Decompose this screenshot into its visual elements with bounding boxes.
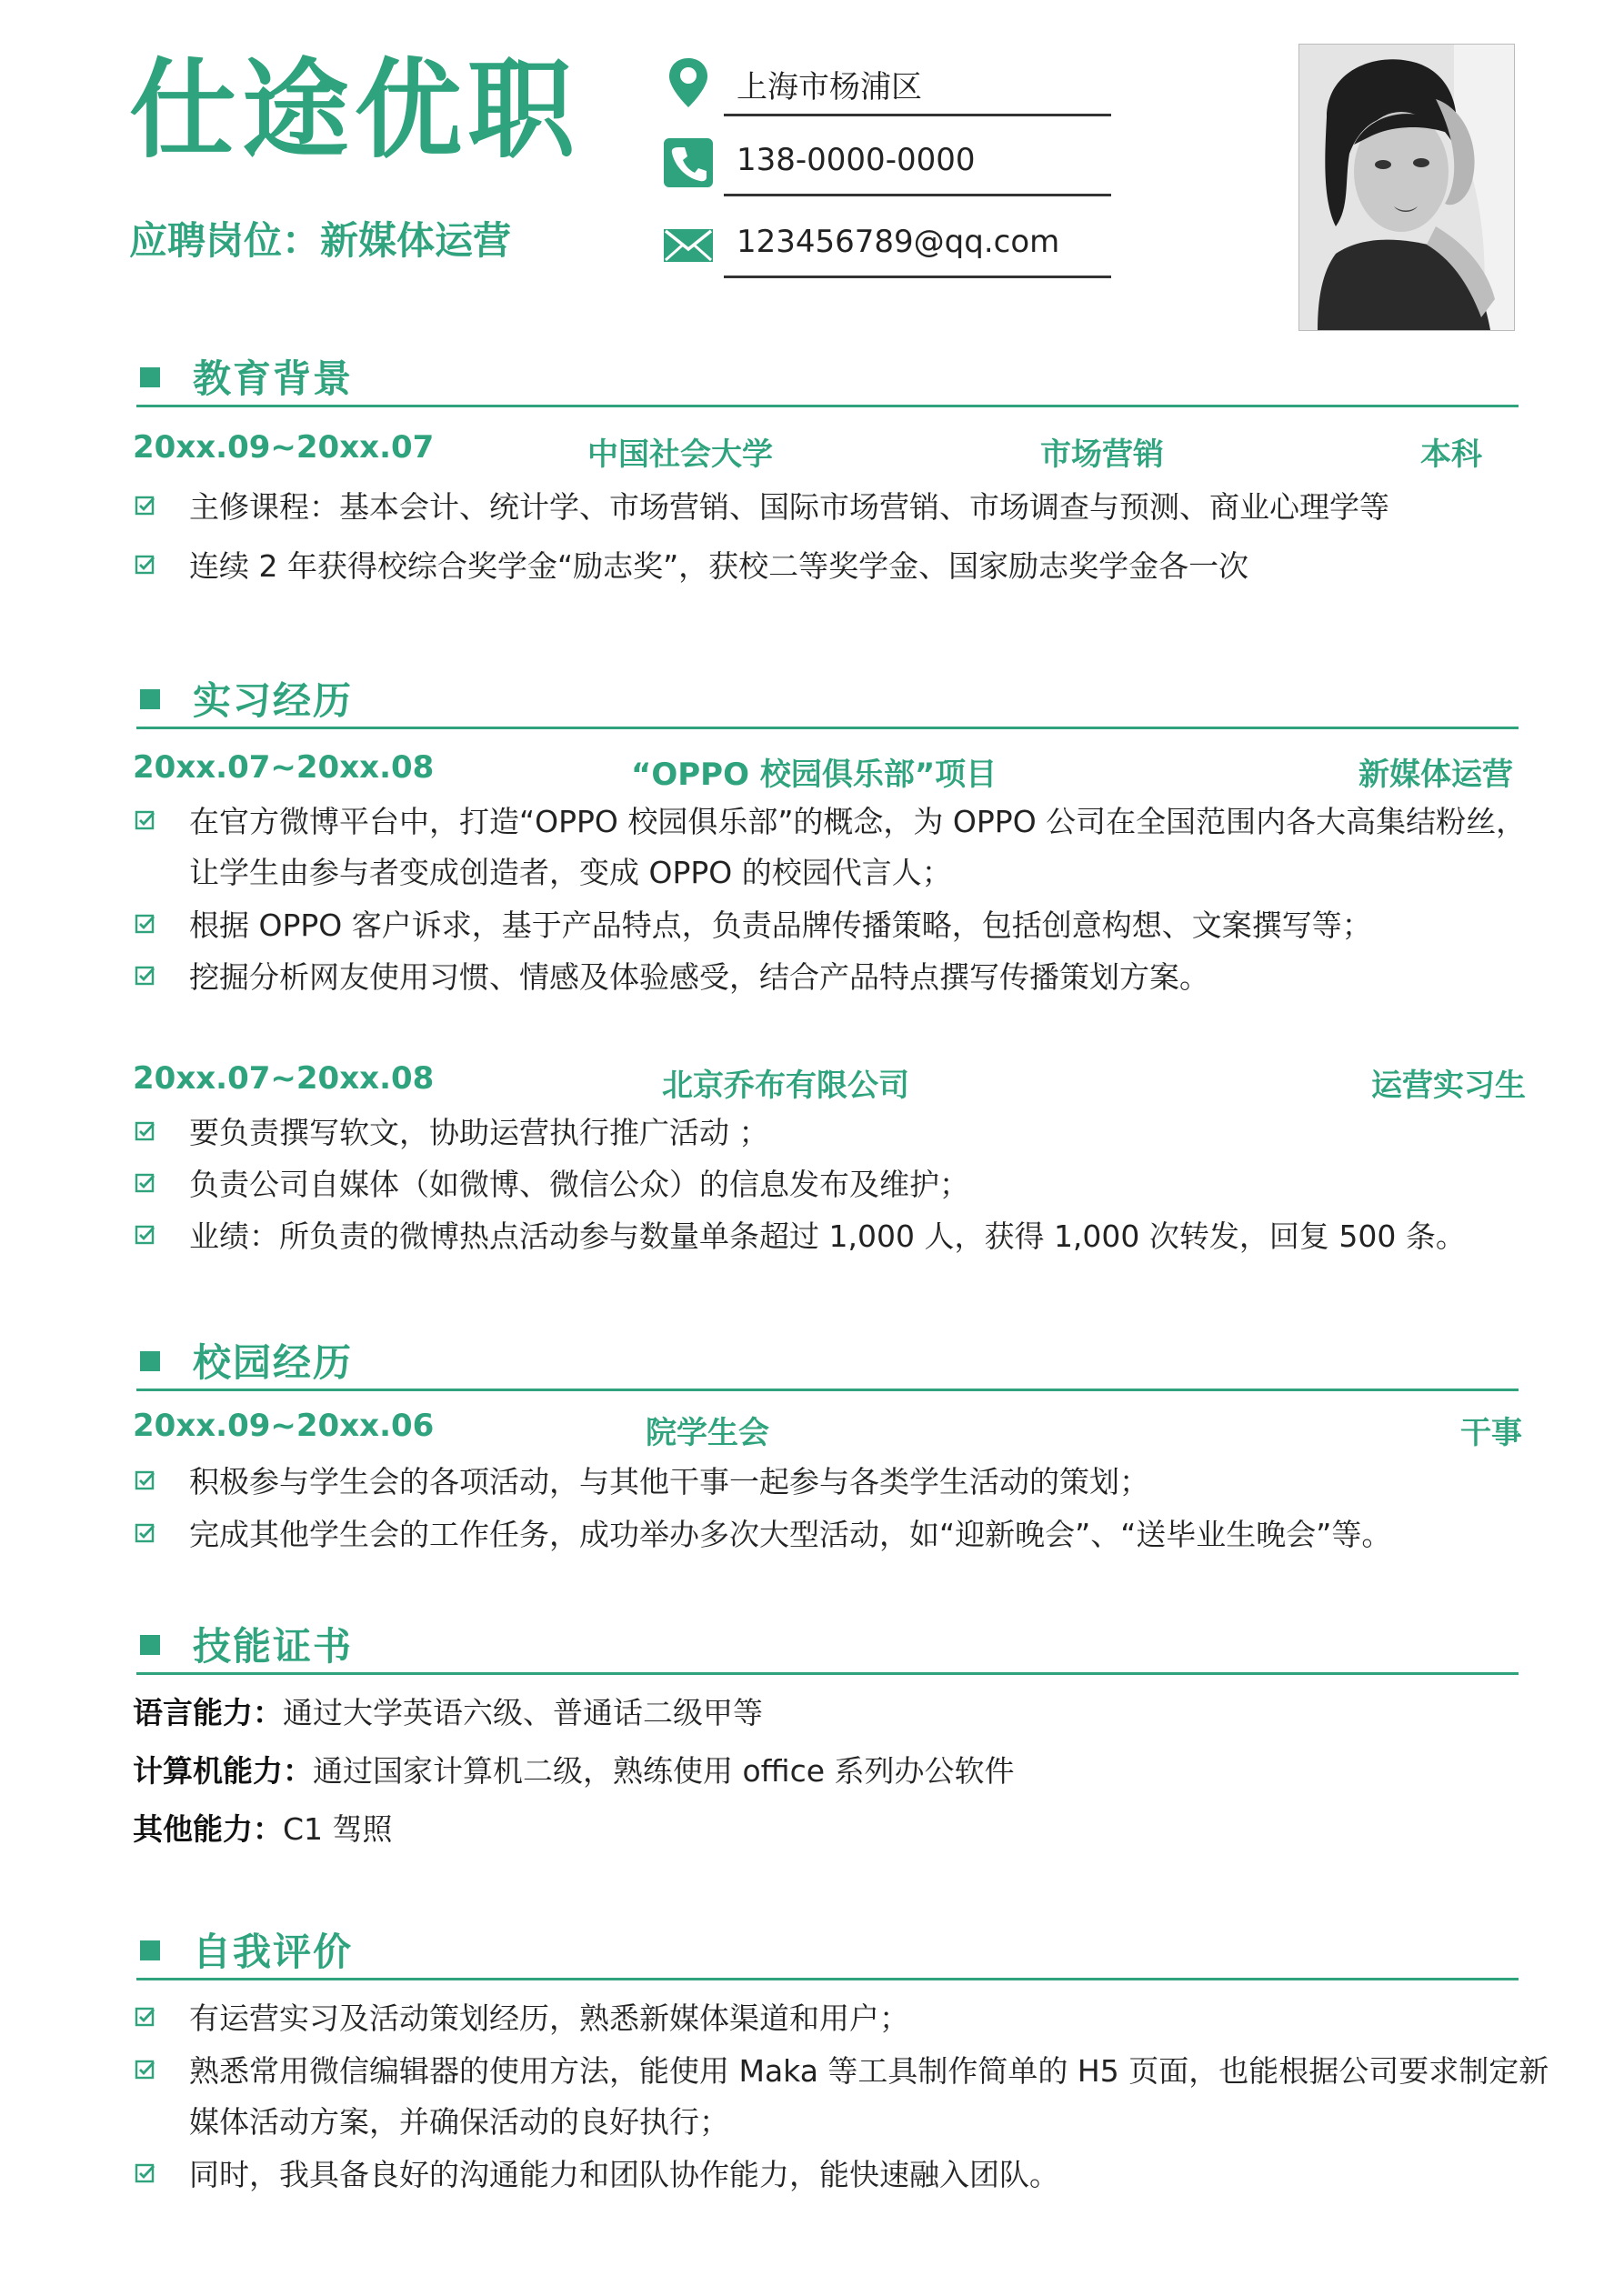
campus-date: 20xx.09~20xx.06 [133, 1408, 435, 1444]
checkbox-checked-icon [135, 1469, 156, 1491]
section-self-eval-header [136, 1922, 1519, 1980]
internship-date: 20xx.07~20xx.08 [133, 749, 435, 786]
education-school: 中国社会大学 [587, 436, 773, 473]
checkbox-checked-icon [135, 2162, 156, 2184]
section-skills-title: 技能证书 [193, 1624, 354, 1669]
section-marker-icon [140, 1351, 160, 1371]
email-text: 123456789@qq.com [737, 224, 1060, 260]
education-summary-row [133, 429, 1524, 473]
portrait-image [1299, 45, 1514, 330]
list-item: 熟悉常用微信编辑器的使用方法，能使用 Maka 等工具制作简单的 H5 页面，也能根据公司要求制定新媒体活动方案，并确保活动的良好执行； [135, 2046, 1553, 2148]
section-marker-icon [140, 367, 160, 387]
skill-value: 通过国家计算机二级，熟练使用 office 系列办公软件 [313, 1753, 1015, 1789]
checkbox-checked-icon [135, 2059, 156, 2080]
candidate-name: 仕途优职 [129, 47, 581, 173]
list-item: 主修课程：基本会计、统计学、市场营销、国际市场营销、市场调查与预测、商业心理学等 [135, 482, 1553, 533]
checkbox-checked-icon [135, 1120, 156, 1142]
checkbox-checked-icon [135, 1224, 156, 1246]
applied-position [129, 211, 511, 266]
checkbox-checked-icon [135, 554, 156, 576]
list-item: 积极参与学生会的各项活动，与其他干事一起参与各类学生活动的策划； [135, 1457, 1553, 1508]
section-divider [136, 1672, 1519, 1675]
checkbox-checked-icon [135, 913, 156, 935]
internship-org: 北京乔布有限公司 [662, 1068, 909, 1104]
skill-label: 计算机能力： [133, 1753, 313, 1789]
section-marker-icon [140, 1940, 160, 1960]
campus-summary-row [133, 1408, 1524, 1451]
campus-org: 院学生会 [646, 1415, 769, 1451]
checkbox-checked-icon [135, 2006, 156, 2028]
list-item: 业绩：所负责的微博热点活动参与数量单条超过 1,000 人，获得 1,000 次转发，回复 500 条。 [135, 1211, 1553, 1262]
internship-role: 新媒体运营 [1358, 757, 1513, 793]
section-self-eval-title: 自我评价 [193, 1930, 354, 1974]
checkbox-checked-icon [135, 1522, 156, 1544]
section-divider [136, 1389, 1519, 1391]
mail-envelope-icon [662, 218, 715, 271]
list-item: 有运营实习及活动策划经历，熟悉新媒体渠道和用户； [135, 1993, 1553, 2044]
skill-value: 通过大学英语六级、普通话二级甲等 [283, 1695, 763, 1730]
section-marker-icon [140, 689, 160, 709]
section-campus-header [136, 1333, 1519, 1391]
contact-underline [724, 194, 1111, 196]
list-item: 要负责撰写软文，协助运营执行推广活动 ； [135, 1108, 1553, 1158]
section-education-header [136, 349, 1519, 407]
list-item: 完成其他学生会的工作任务，成功举办多次大型活动，如“迎新晚会”、“送毕业生晚会”等。 [135, 1509, 1553, 1560]
phone-text: 138-0000-0000 [737, 142, 976, 178]
skill-label: 其他能力： [133, 1811, 283, 1847]
skill-row-language [133, 1689, 763, 1732]
section-marker-icon [140, 1635, 160, 1655]
checkbox-checked-icon [135, 1172, 156, 1194]
section-divider [136, 405, 1519, 407]
education-major: 市场营销 [1040, 436, 1164, 473]
list-item: 负责公司自媒体（如微博、微信公众）的信息发布及维护； [135, 1159, 1553, 1210]
skill-label: 语言能力： [133, 1695, 283, 1730]
section-internship-title: 实习经历 [193, 678, 354, 723]
skill-row-computer [133, 1748, 1015, 1790]
campus-role: 干事 [1460, 1415, 1522, 1451]
profile-photo [1298, 44, 1515, 331]
section-education-title: 教育背景 [193, 356, 354, 401]
phone-icon [662, 136, 715, 189]
checkbox-checked-icon [135, 495, 156, 516]
position-value: 新媒体运营 [320, 218, 512, 263]
internship-org: “OPPO 校园俱乐部”项目 [631, 757, 997, 793]
list-item: 根据 OPPO 客户诉求，基于产品特点，负责品牌传播策略，包括创意构想、文案撰写等； [135, 900, 1553, 951]
checkbox-checked-icon [135, 965, 156, 987]
education-degree: 本科 [1420, 436, 1482, 473]
skill-row-other [133, 1806, 393, 1849]
contact-phone [662, 136, 1111, 191]
section-internship-header [136, 671, 1519, 729]
section-campus-title: 校园经历 [193, 1340, 354, 1385]
skill-value: C1 驾照 [283, 1811, 393, 1847]
contact-email [662, 218, 1111, 273]
contact-address [662, 56, 1111, 111]
contact-underline [724, 276, 1111, 278]
section-skills-header [136, 1617, 1519, 1675]
internship-role: 运营实习生 [1371, 1068, 1526, 1104]
address-text: 上海市杨浦区 [737, 69, 922, 105]
section-divider [136, 1978, 1519, 1980]
list-item: 连续 2 年获得校综合奖学金“励志奖”，获校二等奖学金、国家励志奖学金各一次 [135, 541, 1553, 592]
internship-date: 20xx.07~20xx.08 [133, 1060, 435, 1097]
location-pin-icon [662, 56, 715, 109]
list-item: 挖掘分析网友使用习惯、情感及体验感受，结合产品特点撰写传播策划方案。 [135, 952, 1553, 1003]
checkbox-checked-icon [135, 809, 156, 831]
contact-underline [724, 114, 1111, 116]
internship-row-2 [133, 1060, 1524, 1104]
education-date: 20xx.09~20xx.07 [133, 429, 435, 466]
list-item: 在官方微博平台中，打造“OPPO 校园俱乐部”的概念，为 OPPO 公司在全国范围内各大高集结粉丝，让学生由参与者变成创造者，变成 OPPO 的校园代言人； [135, 797, 1553, 898]
internship-row-1 [133, 749, 1524, 793]
list-item: 同时，我具备良好的沟通能力和团队协作能力，能快速融入团队。 [135, 2150, 1553, 2201]
section-divider [136, 727, 1519, 729]
position-label: 应聘岗位： [129, 218, 321, 263]
